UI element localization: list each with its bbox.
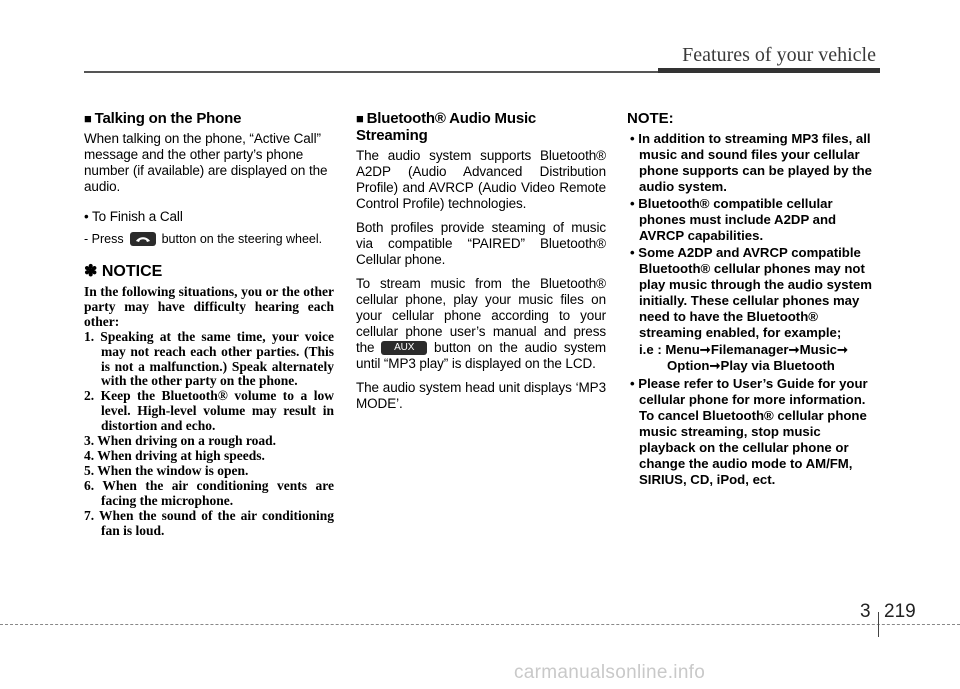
- list-item: 4. When driving at high speeds.: [84, 447, 265, 463]
- chapter-number: 3: [860, 601, 871, 622]
- list-item: • Some A2DP and AVRCP compatible Bluetooth® cellular phones may not play music through the audio system initially. These cellular phones may need to have the Bluetooth® streaming enabled, for example;: [630, 245, 873, 340]
- section-heading-talking: ■ Talking on the Phone: [84, 110, 242, 127]
- bluetooth-paragraph-4: The audio system head unit displays ‘MP3 MODE’.: [356, 380, 606, 411]
- bluetooth-paragraph-2: Both profiles provide steaming of music via compatible “PAIRED” Bluetooth® Cellular phone.: [356, 220, 606, 267]
- footer-divider: [878, 612, 879, 637]
- bluetooth-paragraph-1: The audio system supports Bluetooth® A2DP (Audio Advanced Distribution Profile) and AVRCP (Audio Video Remote Control Profile) technologies.: [356, 148, 606, 211]
- list-item: • In addition to streaming MP3 files, all music and sound files your cellular phone supports can be played by the audio system.: [630, 131, 873, 194]
- note-list: [627, 131, 879, 341]
- press-instruction: - Press button on the steering wheel.: [84, 232, 323, 246]
- square-bullet-icon: ■: [84, 111, 92, 126]
- list-item: 2. Keep the Bluetooth® volume to a low level. High-level volume may result in distortion and echo.: [84, 388, 334, 434]
- note-list-last: [627, 376, 879, 488]
- talking-paragraph: When talking on the phone, “Active Call” message and the other party’s phone number (if available) are displayed on the audio.: [84, 131, 328, 194]
- list-item: 5. When the window is open.: [84, 462, 249, 478]
- note-heading: NOTE:: [627, 110, 674, 127]
- watermark-text: carmanualsonline.info: [514, 662, 706, 683]
- notice-list: [84, 330, 334, 539]
- square-bullet-icon: ■: [356, 111, 364, 126]
- finish-call-bullet: • To Finish a Call: [84, 209, 183, 224]
- bluetooth-paragraph-3: To stream music from the Bluetooth® cellular phone, play your music files on your cellular phone according to your cellular phone user’s manual and press the AUX button on the audio system until “MP3 play” is displayed on the LCD.: [356, 276, 607, 371]
- aux-button-icon: AUX: [381, 341, 427, 355]
- menu-path: i.e : Menu➞Filemanager➞Music➞ Option➞Play via Bluetooth: [639, 342, 849, 373]
- list-item: • Bluetooth® compatible cellular phones must include A2DP and AVRCP capabilities.: [630, 196, 837, 243]
- list-item: • Please refer to User’s Guide for your cellular phone for more information. To cancel Bluetooth® cellular phone music streaming, stop music playback on the cellular phone or change the audio mode to AM/FM, SIRIUS, CD, iPod, ect.: [630, 376, 868, 487]
- notice-body: [84, 285, 334, 538]
- column-talking-on-phone: [84, 110, 334, 538]
- header-accent-bar: [658, 68, 880, 73]
- page-number: 219: [884, 601, 916, 622]
- notice-intro: In the following situations, you or the other party may have difficulty hearing each other:: [84, 284, 334, 329]
- list-item: 7. When the sound of the air conditioning fan is loud.: [84, 507, 334, 538]
- end-call-button-icon: [130, 232, 156, 246]
- footer-rule: [0, 624, 960, 625]
- header-title: Features of your vehicle: [682, 44, 876, 66]
- list-item: 3. When driving on a rough road.: [84, 433, 277, 449]
- list-item: 6. When the air conditioning vents are facing the microphone.: [84, 477, 334, 508]
- notice-heading: ✽ NOTICE: [84, 263, 163, 280]
- list-item: 1. Speaking at the same time, your voice may not reach each other parties. (This is not a malfunction.) Speak alternately with the other party on the phone.: [84, 328, 334, 389]
- section-heading-bluetooth: ■ Bluetooth® Audio Music Streaming: [356, 110, 537, 144]
- column-bluetooth-streaming: [356, 110, 606, 420]
- column-note: [627, 110, 879, 489]
